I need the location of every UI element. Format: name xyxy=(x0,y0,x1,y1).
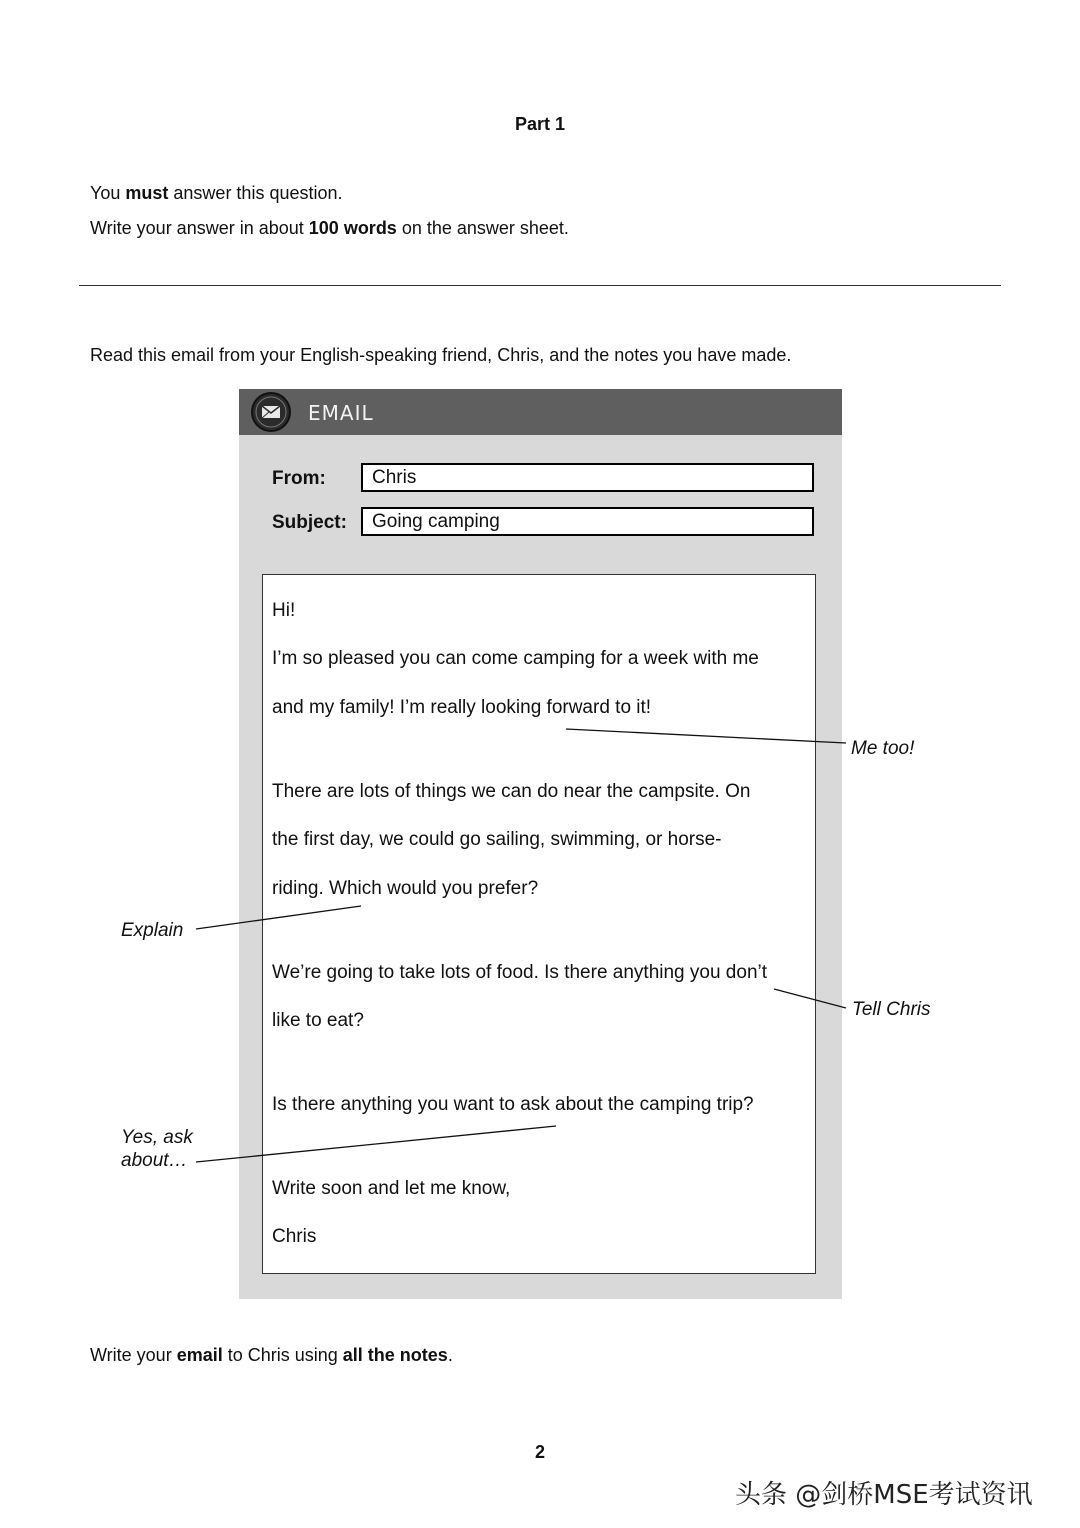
body-line: riding. Which would you prefer? xyxy=(272,878,539,899)
body-line: Hi! xyxy=(272,600,296,621)
body-line: I’m so pleased you can come camping for a week with me xyxy=(272,648,759,669)
email-body xyxy=(262,574,816,1274)
body-line: We’re going to take lots of food. Is there anything you don’t xyxy=(272,962,768,983)
body-line: like to eat? xyxy=(272,1010,364,1031)
instruction-line-1: You must answer this question. xyxy=(90,183,343,203)
subject-field: Going camping xyxy=(361,507,814,536)
divider xyxy=(79,285,1001,286)
from-label: From: xyxy=(272,468,326,489)
instruction-line-2: Write your answer in about 100 words on the answer sheet. xyxy=(90,218,569,238)
note-yes-ask-line-2: about… xyxy=(121,1150,188,1171)
body-line: and my family! I’m really looking forward to it! xyxy=(272,697,652,718)
watermark: 头条 @剑桥MSE考试资讯 xyxy=(735,1480,1033,1510)
body-line: There are lots of things we can do near the campsite. On xyxy=(272,781,751,802)
email-title: EMAIL xyxy=(308,401,374,425)
note-me-too: Me too! xyxy=(851,738,915,759)
note-yes-ask-line-1: Yes, ask xyxy=(121,1127,193,1148)
body-line: Chris xyxy=(272,1226,317,1247)
body-line: Is there anything you want to ask about the camping trip? xyxy=(272,1094,754,1115)
note-tell-chris: Tell Chris xyxy=(852,999,931,1020)
subject-label: Subject: xyxy=(272,512,347,533)
page-number: 2 xyxy=(534,1442,545,1462)
part-title: Part 1 xyxy=(514,114,566,134)
note-explain: Explain xyxy=(121,920,184,941)
body-line: Write soon and let me know, xyxy=(272,1178,511,1199)
body-line: the first day, we could go sailing, swimming, or horse- xyxy=(272,829,722,850)
from-field: Chris xyxy=(361,463,814,492)
intro-text: Read this email from your English-speaking friend, Chris, and the notes you have made. xyxy=(90,345,792,365)
task-instruction: Write your email to Chris using all the notes. xyxy=(90,1345,453,1365)
envelope-icon xyxy=(250,391,292,433)
